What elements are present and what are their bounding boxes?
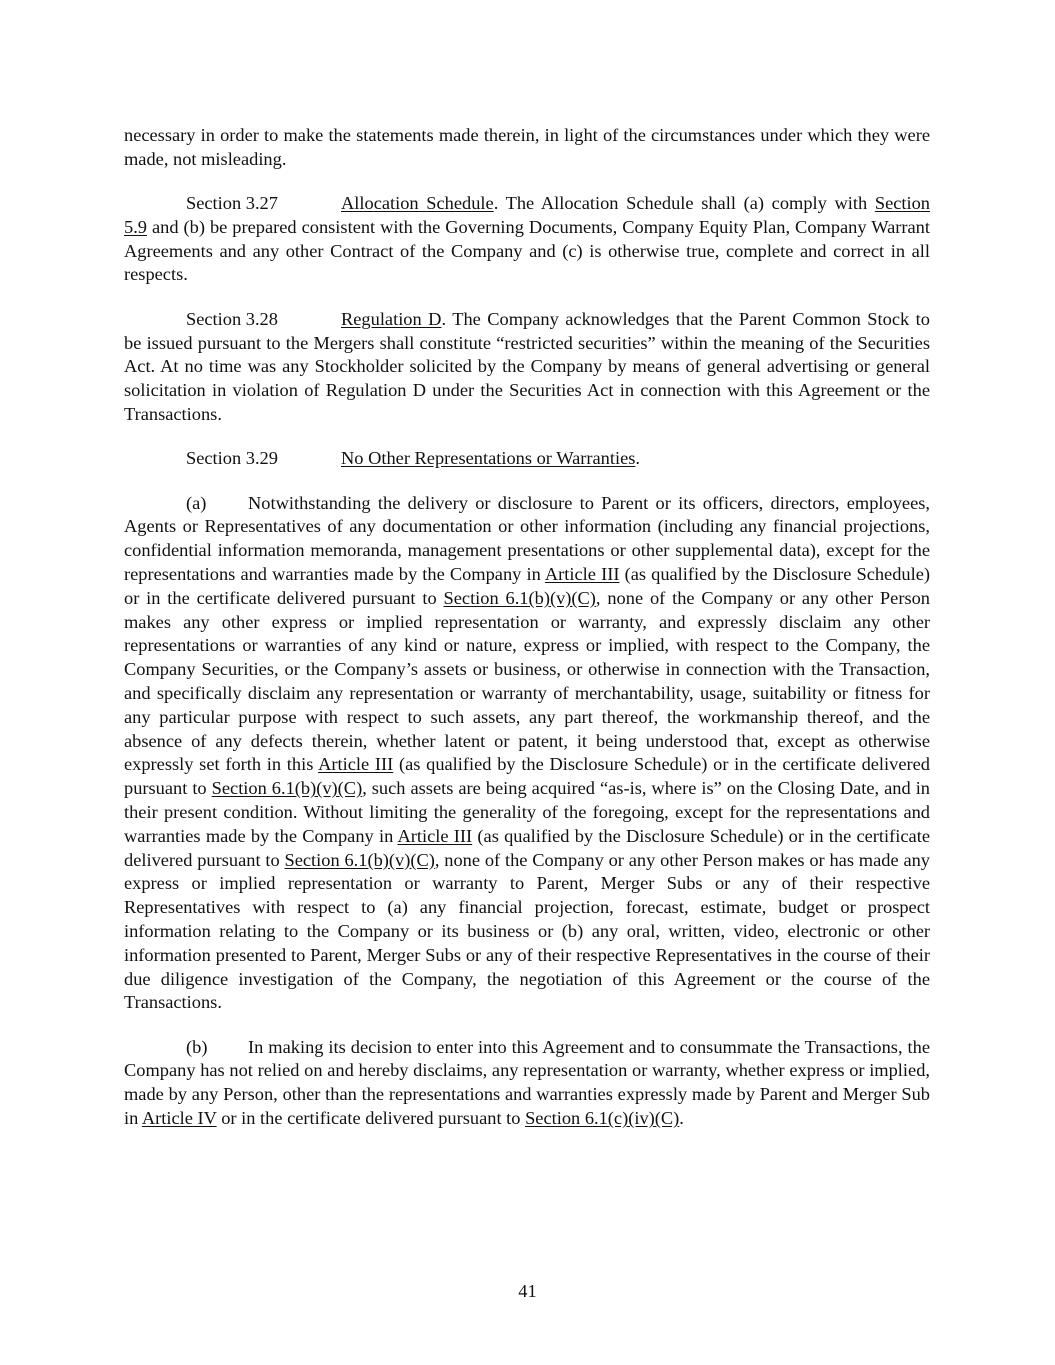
cross-reference: Section 6.1(b)(v)(C) <box>211 778 363 799</box>
section-number: Section 3.29 <box>186 448 278 469</box>
section-title: Regulation D <box>341 308 442 329</box>
subsection-b: (b) In making its decision to enter into this Agreement and to consummate the Transactions, the Company has not relied on and hereby disclaims, any representation or warranty, whether express or implied, made by any Person, other than the representations and warranties expressly made by Parent and Merger Sub in Article IV or in the certificate delivered pursuant to Section 6.1(c)(iv)(C). <box>124 1036 930 1128</box>
cross-reference: Article IV <box>141 1107 217 1128</box>
section-title: Allocation Schedule <box>341 193 494 214</box>
section-title: No Other Representations or Warranties <box>341 448 636 469</box>
subsection-label: (b) <box>186 1036 208 1057</box>
cross-reference: Section 6.1(b)(v)(C) <box>284 849 435 870</box>
section-3-29: Section 3.29 No Other Representations or Warranties. <box>124 447 930 471</box>
document-page <box>124 124 930 1131</box>
cross-reference: Article III <box>397 825 473 846</box>
section-3-27: Section 3.27 Allocation Schedule. The Allocation Schedule shall (a) comply with Section 5.9 and (b) be prepared consistent with the Governing Documents, Company Equity Plan, Company Warrant Agreements and any other Contract of the Company and (c) is otherwise true, complete and correct in all respects. <box>124 193 931 285</box>
page-number: 41 <box>518 1281 537 1301</box>
continuation-paragraph: necessary in order to make the statements made therein, in light of the circumstances under which they were made, not misleading. <box>124 125 930 169</box>
cross-reference: Article III <box>544 563 620 584</box>
section-number: Section 3.27 <box>186 193 278 214</box>
subsection-label: (a) <box>186 492 207 513</box>
cross-reference: Article III <box>318 754 394 775</box>
cross-reference: Section 6.1(c)(iv)(C) <box>525 1107 680 1128</box>
cross-reference: Section 5.9 <box>124 193 931 237</box>
cross-reference: Section 6.1(b)(v)(C) <box>443 587 596 608</box>
subsection-a: (a) Notwithstanding the delivery or disclosure to Parent or its officers, directors, employees, Agents or Representatives of any documentation or other information (including any financial projections, confidential information memoranda, management presentations or other supplemental data), except for the representations and warranties made by the Company in Article III (as qualified by the Disclosure Schedule) or in the certificate delivered pursuant to Section 6.1(b)(v)(C), none of the Company or any other Person makes any other express or implied representation or warranty, and expressly disclaim any other representations or warranties of any kind or nature, express or implied, with respect to the Company, the Company Securities, or the Company’s assets or business, or otherwise in connection with the Transaction, and specifically disclaim any representation or warranty of merchantability, usage, suitability or fitness for any particular purpose with respect to such assets, any part thereof, the workmanship thereof, and the absence of any defects therein, whether latent or patent, it being understood that, except as otherwise expressly set forth in this Article III (as qualified by the Disclosure Schedule) or in the certificate delivered pursuant to Section 6.1(b)(v)(C), such assets are being acquired “as-is, where is” on the Closing Date, and in their present condition. Without limiting the generality of the foregoing, except for the representations and warranties made by the Company in Article III (as qualified by the Disclosure Schedule) or in the certificate delivered pursuant to Section 6.1(b)(v)(C), none of the Company or any other Person makes or has made any express or implied representation or warranty to Parent, Merger Subs or any of their respective Representatives with respect to (a) any financial projection, forecast, estimate, budget or prospect information relating to the Company or its business or (b) any oral, written, video, electronic or other information presented to Parent, Merger Subs or any of their respective Representatives in the course of their due diligence investigation of the Company, the negotiation of this Agreement or the course of the Transactions. <box>124 492 931 1013</box>
section-3-28: Section 3.28 Regulation D. The Company acknowledges that the Parent Common Stock to be issued pursuant to the Mergers shall constitute “restricted securities” within the meaning of the Securities Act. At no time was any Stockholder solicited by the Company by means of general advertising or general solicitation in violation of Regulation D under the Securities Act in connection with this Agreement or the Transactions. <box>124 308 930 424</box>
section-number: Section 3.28 <box>186 308 278 329</box>
